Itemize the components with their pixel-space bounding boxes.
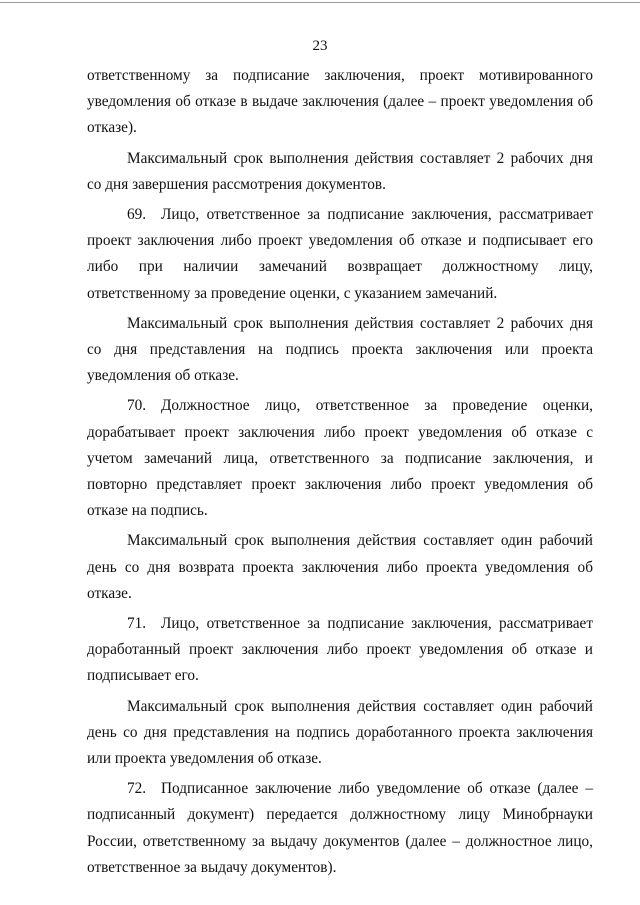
paragraph-item-70 (87, 393, 593, 524)
paragraph-text: Максимальный срок выполнения действия составляет один рабочий день со дня представления на подпись доработанного проекта заключения или проекта уведомления об отказе. (87, 697, 593, 768)
paragraph-text: Должностное лицо, ответственное за проведение оценки, дорабатывает проект заключения либо проект уведомления об отказе с учетом замечаний лица, ответственного за подписание заключения, и повторно представляет проект заключения либо проект уведомления об отказе на подпись. (87, 397, 593, 520)
paragraph-deadline (87, 528, 593, 607)
paragraph-text: ответственному за подписание заключения, проект мотивированного уведомления об отказе в выдаче заключения (далее – проект уведомления об отказе). (87, 67, 593, 137)
paragraph-number: 71. (127, 615, 147, 633)
paragraph-text: Максимальный срок выполнения действия составляет 2 рабочих дня со дня представления на подпись проекта заключения или проекта уведомления об отказе. (87, 314, 593, 385)
paragraph-continuation (87, 63, 593, 142)
paragraph-text: Подписанное заключение либо уведомление об отказе (далее – подписанный документ) передается должностному лицу Минобрнауки России, ответственному за выдачу документов (далее – должностное лицо, ответственное за выдачу документов). (87, 780, 593, 876)
paragraph-text: Максимальный срок выполнения действия составляет 2 рабочих дня со дня завершения рассмотрения документов. (87, 149, 593, 193)
scan-top-edge (0, 2, 640, 3)
paragraph-item-69 (87, 202, 593, 307)
paragraph-text: Лицо, ответственное за подписание заключения, рассматривает доработанный проект заключения либо проект уведомления об отказе и подписывает его. (87, 615, 593, 685)
document-body (87, 63, 593, 881)
paragraph-deadline (87, 694, 593, 773)
paragraph-item-72 (87, 776, 593, 881)
paragraph-item-71 (87, 611, 593, 690)
paragraph-number: 72. (127, 780, 147, 798)
paragraph-number: 69. (127, 206, 147, 224)
paragraph-deadline (87, 146, 593, 198)
paragraph-deadline (87, 311, 593, 390)
paragraph-text: Лицо, ответственное за подписание заключения, рассматривает проект заключения либо проект уведомления об отказе и подписывает его либо при наличии замечаний возвращает должностному лицу, ответственному за проведение оценки, с указанием замечаний. (87, 206, 593, 302)
page-number: 23 (312, 38, 328, 54)
paragraph-text: Максимальный срок выполнения действия составляет один рабочий день со дня возврата проекта заключения либо проекта уведомления об отказе. (87, 532, 593, 602)
paragraph-number: 70. (127, 397, 147, 415)
